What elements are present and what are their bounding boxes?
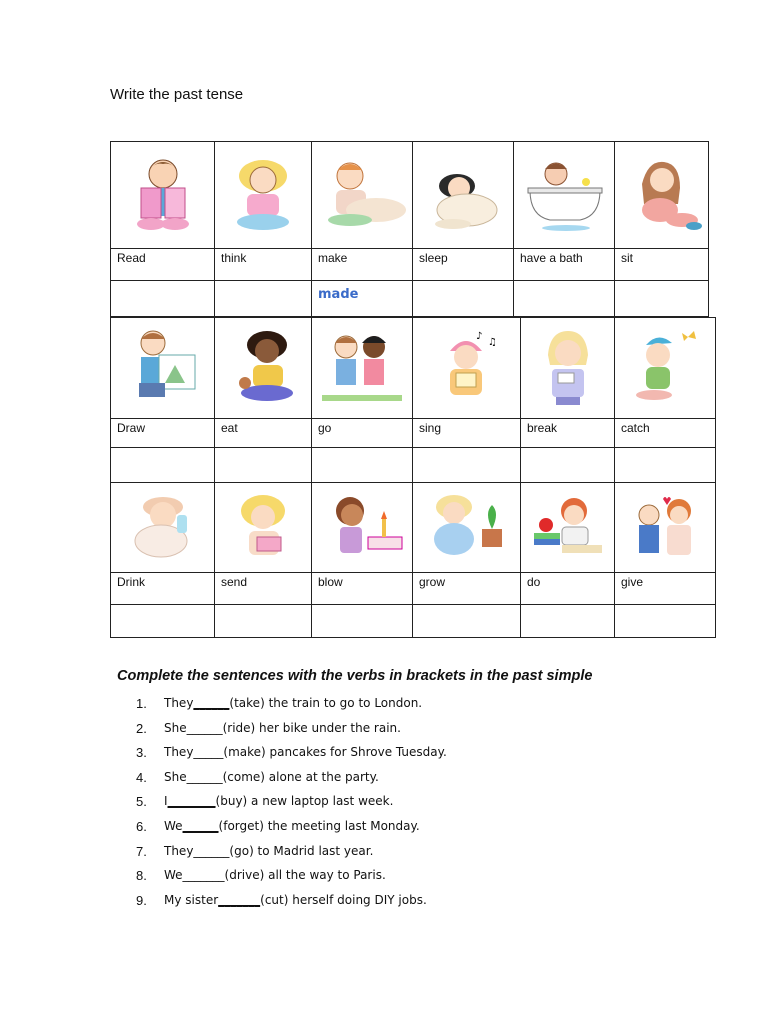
answer-blank[interactable]: _______ [218, 892, 261, 907]
child-giving-gift-icon [625, 489, 705, 567]
picture-cell [521, 483, 615, 573]
child-in-bathtub-icon [520, 154, 608, 236]
verb-label: do [521, 573, 615, 605]
child-blowing-candle-icon [318, 489, 406, 567]
verb-label: sit [615, 249, 709, 281]
picture-row [111, 483, 716, 573]
sentence-text: We______(forget) the meeting last Monday. [164, 818, 420, 833]
answer-cell[interactable] [312, 448, 413, 483]
verb-label: Draw [111, 419, 215, 448]
answer-blank[interactable]: ______ [182, 818, 219, 833]
picture-cell [111, 142, 215, 249]
picture-cell [615, 318, 716, 419]
verb-label: grow [413, 573, 521, 605]
answer-row [111, 281, 709, 317]
verb-label: catch [615, 419, 716, 448]
label-row [111, 419, 716, 448]
sentence-item [136, 794, 447, 819]
sentence-number: 9. [136, 892, 147, 908]
answer-cell[interactable] [111, 448, 215, 483]
answer-blank[interactable]: ______ [193, 696, 230, 710]
verb-label: sing [413, 419, 521, 448]
sentence-text: She______(come) alone at the party. [164, 769, 379, 784]
picture-cell [521, 318, 615, 419]
child-singing-icon [426, 325, 508, 411]
sentence-text: They_____(make) pancakes for Shrove Tuesday. [164, 745, 447, 760]
verb-label: blow [312, 573, 413, 605]
picture-cell [312, 142, 413, 249]
answer-cell[interactable] [521, 605, 615, 638]
answer-cell[interactable] [215, 281, 312, 317]
children-walking-icon [316, 325, 408, 411]
answer-cell[interactable] [111, 605, 215, 638]
picture-cell [413, 318, 521, 419]
answer-row [111, 605, 716, 638]
answer-blank[interactable]: ________ [167, 794, 216, 809]
sentence-text: My sister_______(cut) herself doing DIY jobs. [164, 892, 427, 907]
verb-label: have a bath [514, 249, 615, 281]
picture-cell [615, 142, 709, 249]
verb-label: eat [215, 419, 312, 448]
answer-cell[interactable] [215, 605, 312, 638]
sentence-number: 4. [136, 769, 147, 785]
picture-cell [312, 318, 413, 419]
verb-label: think [215, 249, 312, 281]
answer-blank[interactable]: ______ [186, 720, 223, 735]
verb-label: go [312, 419, 413, 448]
verb-label: give [615, 573, 716, 605]
answer-row [111, 448, 716, 483]
sentence-number: 1. [136, 696, 147, 711]
sentence-number: 5. [136, 794, 147, 810]
sentence-item [136, 868, 447, 893]
answer-cell[interactable] [521, 448, 615, 483]
sentence-list [136, 696, 447, 917]
answer-cell[interactable] [215, 448, 312, 483]
picture-cell [215, 318, 312, 419]
verb-label: Drink [111, 573, 215, 605]
picture-cell [111, 483, 215, 573]
child-growing-plant-icon [424, 489, 510, 567]
sentence-text: They______(take) the train to go to London. [164, 696, 423, 710]
sentence-item [136, 745, 447, 770]
child-drawing-icon [123, 325, 203, 411]
answer-cell[interactable] [615, 448, 716, 483]
verb-table-row-1 [110, 141, 709, 317]
answer-cell[interactable] [312, 605, 413, 638]
sentence-text: I________(buy) a new laptop last week. [164, 794, 394, 809]
section-title: Complete the sentences with the verbs in brackets in the past simple [117, 668, 593, 684]
answer-cell[interactable] [615, 605, 716, 638]
child-broken-arm-icon [530, 325, 606, 411]
verb-table-row-3 [110, 482, 716, 638]
sentence-item [136, 696, 447, 721]
answer-blank[interactable]: ______ [186, 769, 223, 784]
picture-row [111, 318, 716, 419]
label-row [111, 573, 716, 605]
svg-text:♪: ♪ [475, 331, 482, 342]
picture-cell [615, 483, 716, 573]
sentence-number: 2. [136, 720, 147, 736]
child-doing-homework-icon [526, 489, 610, 567]
sentence-item [136, 721, 447, 746]
answer-cell[interactable] [514, 281, 615, 317]
child-eating-icon [223, 325, 303, 411]
picture-cell [215, 142, 312, 249]
child-sending-letter-icon [225, 489, 301, 567]
worksheet-title: Write the past tense [110, 86, 244, 103]
verb-label: break [521, 419, 615, 448]
picture-cell [312, 483, 413, 573]
sentence-number: 6. [136, 818, 147, 834]
sentence-item [136, 844, 447, 869]
child-catching-butterfly-icon [624, 325, 706, 411]
answer-cell[interactable] [615, 281, 709, 317]
sentence-number: 7. [136, 843, 147, 859]
verb-table-row-2 [110, 317, 716, 483]
child-sitting-icon [622, 154, 702, 236]
answer-text: made [318, 287, 359, 302]
picture-cell [215, 483, 312, 573]
verb-label: sleep [413, 249, 514, 281]
baby-drinking-bottle-icon [123, 489, 203, 567]
sentence-item [136, 819, 447, 844]
sentence-text: They______(go) to Madrid last year. [164, 843, 374, 858]
answer-cell[interactable] [413, 605, 521, 638]
sentence-number: 8. [136, 868, 147, 884]
sentence-text: She______(ride) her bike under the rain. [164, 720, 401, 735]
verb-label: Read [111, 249, 215, 281]
child-sleeping-icon [423, 154, 503, 236]
svg-text:♫: ♫ [487, 337, 497, 348]
sentence-text: We_______(drive) all the way to Paris. [164, 868, 386, 883]
answer-cell[interactable] [413, 281, 514, 317]
answer-cell[interactable] [312, 281, 413, 317]
child-thinking-icon [225, 154, 301, 236]
answer-cell[interactable] [413, 448, 521, 483]
sentence-item [136, 770, 447, 795]
answer-blank[interactable]: _______ [182, 868, 225, 883]
verb-label: send [215, 573, 312, 605]
picture-cell [413, 483, 521, 573]
picture-cell [413, 142, 514, 249]
picture-cell [111, 318, 215, 419]
picture-row [111, 142, 709, 249]
label-row [111, 249, 709, 281]
answer-cell[interactable] [111, 281, 215, 317]
sentence-number: 3. [136, 745, 147, 761]
child-reading-book-icon [123, 154, 203, 236]
child-making-dough-icon [316, 154, 408, 236]
answer-blank[interactable]: ______ [193, 843, 230, 858]
answer-blank[interactable]: _____ [193, 745, 224, 760]
picture-cell [514, 142, 615, 249]
sentence-item [136, 893, 447, 918]
verb-label: make [312, 249, 413, 281]
